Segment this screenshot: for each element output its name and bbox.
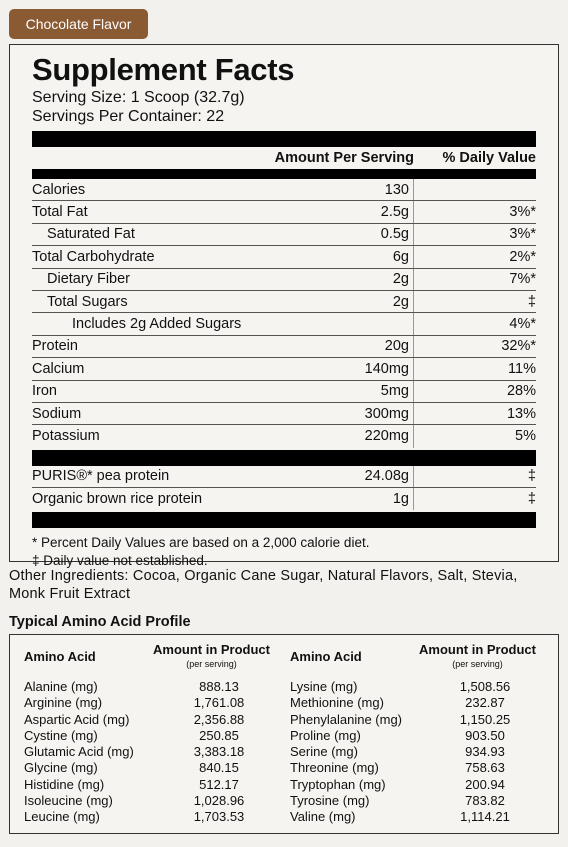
amino-row	[24, 695, 284, 711]
nutrient-label: Total Carbohydrate	[32, 248, 155, 265]
nutrient-daily-value: ‡	[527, 468, 536, 485]
nutrient-label: Organic brown rice protein	[32, 491, 203, 508]
nutrient-amount: 24.08g	[304, 466, 414, 487]
amino-header	[24, 643, 284, 679]
nutrient-daily-value: 7%*	[509, 271, 536, 288]
amino-value: 888.13	[199, 679, 239, 694]
nutrient-amount: 1g	[304, 488, 414, 510]
amino-column-left	[24, 643, 284, 833]
amino-row	[290, 728, 550, 744]
divider-bar	[32, 512, 536, 528]
amino-row	[290, 679, 550, 695]
amino-row	[290, 712, 550, 728]
nutrient-row	[32, 336, 536, 358]
amino-col-name: Amino Acid	[290, 649, 362, 664]
nutrient-daily-value: 5%	[515, 428, 536, 445]
amino-value: 903.50	[465, 727, 505, 743]
amino-name: Isoleucine (mg)	[24, 793, 113, 809]
amino-value: 783.82	[465, 793, 505, 809]
amino-value: 1,114.21	[460, 809, 510, 825]
amino-value: 2,356.88	[193, 711, 245, 727]
amino-name: Alanine (mg)	[24, 679, 98, 694]
flavor-badge: Chocolate Flavor	[9, 9, 148, 39]
column-header	[32, 147, 536, 169]
amino-profile-title: Typical Amino Acid Profile	[9, 614, 191, 630]
nutrient-daily-value: 32%*	[501, 338, 536, 355]
nutrient-amount: 5mg	[304, 381, 414, 402]
nutrient-row	[32, 403, 536, 425]
amino-row	[24, 712, 284, 728]
amino-value: 758.63	[465, 760, 505, 776]
amino-name: Phenylalanine (mg)	[290, 711, 403, 727]
amino-row	[24, 777, 284, 793]
nutrient-table	[32, 179, 536, 448]
nutrient-daily-value: ‡	[527, 491, 536, 508]
amino-name: Leucine (mg)	[24, 809, 100, 825]
nutrient-daily-value: 3%*	[509, 204, 536, 221]
amino-name: Valine (mg)	[290, 809, 356, 825]
amino-value: 840.15	[199, 760, 239, 776]
nutrient-daily-value: 4%*	[509, 316, 536, 333]
nutrient-amount: 220mg	[304, 425, 414, 447]
protein-blend-table	[32, 466, 536, 511]
nutrient-amount: 2.5g	[304, 201, 414, 222]
amino-name: Methionine (mg)	[290, 695, 384, 711]
nutrient-label: Saturated Fat	[47, 226, 135, 243]
nutrient-label: Total Fat	[32, 204, 88, 221]
amino-name: Arginine (mg)	[24, 695, 103, 711]
nutrient-label: Includes 2g Added Sugars	[72, 316, 242, 333]
amino-col-name: Amino Acid	[24, 649, 96, 664]
nutrient-row	[32, 381, 536, 403]
nutrient-label: PURIS®* pea protein	[32, 468, 170, 485]
amino-name: Glutamic Acid (mg)	[24, 744, 134, 760]
amino-row	[290, 777, 550, 793]
amino-header	[290, 643, 550, 679]
nutrient-daily-value: 3%*	[509, 226, 536, 243]
amino-value: 3,383.18	[193, 744, 245, 760]
amino-value: 934.93	[465, 744, 505, 760]
amino-value: 200.94	[465, 776, 505, 792]
supplement-facts-panel	[9, 44, 559, 569]
amino-value: 1,703.53	[193, 809, 245, 825]
amino-row	[290, 809, 550, 825]
nutrient-row	[32, 358, 536, 380]
amino-value: 1,028.96	[193, 793, 245, 809]
nutrient-label: Total Sugars	[47, 293, 128, 310]
amino-row	[24, 760, 284, 776]
header-daily-value: % Daily Value	[442, 150, 536, 166]
amino-row	[24, 679, 284, 695]
amino-name: Histidine (mg)	[24, 776, 105, 792]
amino-name: Proline (mg)	[290, 727, 361, 743]
amino-row	[24, 744, 284, 760]
nutrient-amount: 2g	[304, 269, 414, 290]
nutrient-daily-value: 11%	[508, 360, 536, 377]
amino-name: Tyrosine (mg)	[290, 793, 370, 809]
amino-row	[290, 695, 550, 711]
amino-row	[24, 728, 284, 744]
nutrient-amount: 130	[304, 179, 414, 200]
divider-bar	[32, 131, 536, 147]
nutrient-row	[32, 425, 536, 447]
amino-row	[290, 744, 550, 760]
amino-name: Threonine (mg)	[290, 760, 379, 776]
nutrient-label: Sodium	[32, 405, 82, 422]
amino-col-amount: Amount in Product (per serving)	[153, 642, 270, 669]
amino-name: Glycine (mg)	[24, 760, 98, 776]
amino-row	[290, 793, 550, 809]
amino-name: Cystine (mg)	[24, 727, 98, 743]
nutrient-row	[32, 269, 536, 291]
nutrient-amount: 2g	[304, 291, 414, 312]
nutrient-amount: 6g	[304, 246, 414, 267]
nutrient-amount: 300mg	[304, 403, 414, 424]
divider-bar	[32, 450, 536, 466]
footnote-not-established: ‡ Daily value not established.	[32, 553, 208, 569]
amino-name: Aspartic Acid (mg)	[24, 711, 130, 727]
nutrient-row	[32, 488, 536, 510]
other-ingredients: Other Ingredients: Cocoa, Organic Cane Sugar, Natural Flavors, Salt, Stevia, Monk Fruit Extract	[9, 568, 518, 602]
nutrient-label: Iron	[32, 383, 57, 400]
nutrient-amount: 0.5g	[304, 224, 414, 245]
nutrient-row	[32, 291, 536, 313]
footnote-daily-value: * Percent Daily Values are based on a 2,000 calorie diet.	[32, 535, 370, 551]
amino-row	[290, 760, 550, 776]
nutrient-row	[32, 224, 536, 246]
nutrient-amount	[304, 313, 414, 334]
nutrient-daily-value: 13%	[506, 405, 536, 422]
amino-name: Tryptophan (mg)	[290, 776, 386, 792]
nutrient-daily-value: 28%	[506, 383, 536, 400]
amino-value: 1,150.25	[459, 711, 511, 727]
amino-name: Serine (mg)	[290, 744, 358, 760]
serving-size: Serving Size: 1 Scoop (32.7g)	[32, 89, 245, 106]
amino-profile-panel	[9, 634, 559, 834]
nutrient-row	[32, 201, 536, 223]
nutrient-label: Potassium	[32, 428, 100, 445]
footnotes	[32, 534, 536, 570]
nutrient-row	[32, 179, 536, 201]
amino-value: 250.85	[199, 727, 239, 743]
servings-per-container: Servings Per Container: 22	[32, 108, 225, 125]
panel-title: Supplement Facts	[32, 52, 295, 87]
amino-col-amount: Amount in Product (per serving)	[419, 642, 536, 669]
amino-name: Lysine (mg)	[290, 679, 358, 694]
nutrient-label: Calcium	[32, 360, 85, 377]
nutrient-label: Dietary Fiber	[47, 271, 130, 288]
nutrient-amount: 140mg	[304, 358, 414, 379]
header-amount: Amount Per Serving	[274, 150, 414, 166]
amino-value: 512.17	[199, 776, 239, 792]
amino-row	[24, 793, 284, 809]
nutrient-row	[32, 246, 536, 268]
nutrient-daily-value: ‡	[527, 293, 536, 310]
nutrient-row	[32, 466, 536, 488]
nutrient-amount: 20g	[304, 336, 414, 357]
nutrient-label: Calories	[32, 181, 86, 198]
amino-value: 1,761.08	[193, 695, 245, 711]
amino-column-right	[290, 643, 550, 833]
divider-bar	[32, 169, 536, 179]
nutrient-daily-value: 2%*	[509, 248, 536, 265]
amino-row	[24, 809, 284, 825]
amino-value: 1,508.56	[459, 679, 511, 694]
amino-value: 232.87	[465, 695, 505, 711]
nutrient-row	[32, 313, 536, 335]
nutrient-label: Protein	[32, 338, 78, 355]
